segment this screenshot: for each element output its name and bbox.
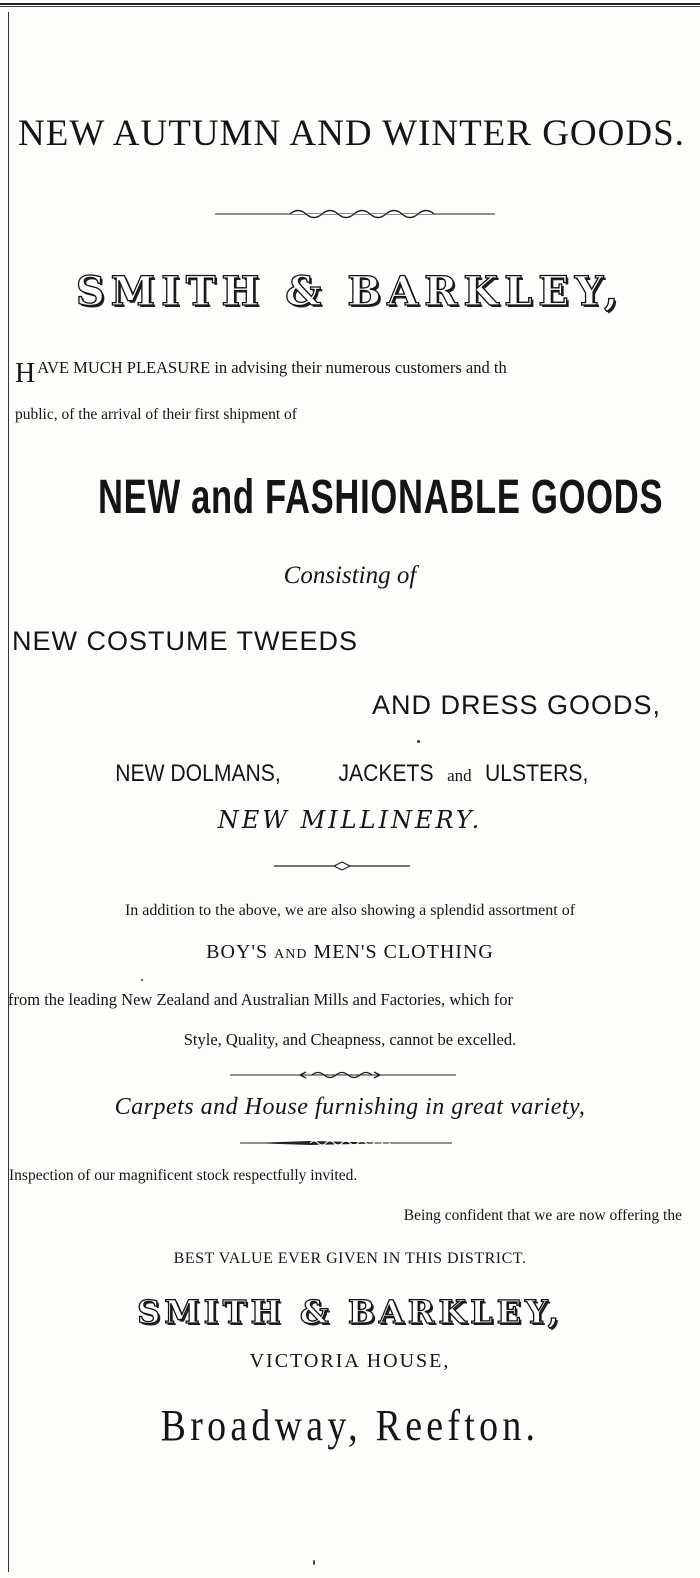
- inspection-line: Inspection of our magnificent stock respectfully invited.: [9, 1167, 358, 1184]
- left-column-rule: [8, 12, 9, 1572]
- leading-text: from the leading New Zealand and Australian Mills and Factories, which for: [8, 990, 513, 1009]
- diamond-divider: [274, 859, 410, 873]
- best-value-line: BEST VALUE EVER GIVEN IN THIS DISTRICT.: [173, 1250, 527, 1267]
- clothing-heading: [0, 941, 700, 964]
- ink-speck: [141, 979, 143, 981]
- consisting-of: Consisting of: [283, 562, 417, 589]
- dolmans-line: [0, 760, 700, 788]
- dolmans-text: NEW DOLMANS,: [115, 760, 282, 787]
- ink-speck: [417, 740, 420, 743]
- victoria-house: VICTORIA HOUSE,: [249, 1350, 451, 1372]
- signature-firm-name: SMITH & BARKLEY,: [137, 1293, 563, 1331]
- intro-line-1: [15, 360, 685, 388]
- clothing-and: AND: [274, 947, 308, 962]
- intro-line-2: public, of the arrival of their first shipment of: [15, 406, 297, 423]
- address-line: Broadway, Reefton.: [160, 1401, 540, 1450]
- ink-speck: [313, 1560, 315, 1565]
- carpets-line: Carpets and House furnishing in great variety,: [114, 1094, 586, 1120]
- ornamental-divider: [215, 205, 495, 223]
- dress-goods-line: AND DRESS GOODS,: [372, 690, 662, 720]
- style-text: Style, Quality, and Cheapness, cannot be excelled.: [183, 1030, 517, 1049]
- millinery-line: NEW MILLINERY.: [217, 806, 483, 834]
- ulsters-text: ULSTERS,: [485, 760, 589, 787]
- headline: NEW AUTUMN AND WINTER GOODS.: [18, 113, 685, 154]
- addition-text: In addition to the above, we are also showing a splendid assortment of: [124, 902, 576, 919]
- clothing-mens: MEN'S CLOTHING: [313, 941, 494, 963]
- jackets-text: JACKETS: [338, 760, 434, 787]
- clothing-boys: BOY'S: [206, 941, 269, 963]
- firm-name-heading: SMITH & BARKLEY,: [75, 268, 625, 315]
- drop-cap: H: [15, 358, 36, 389]
- costume-tweeds-line: NEW COSTUME TWEEDS: [12, 626, 359, 656]
- fashionable-goods-heading: NEW and FASHIONABLE GOODS: [97, 471, 664, 524]
- confident-line: Being confident that we are now offering the: [403, 1207, 682, 1224]
- intro-text-1: AVE MUCH PLEASURE in advising their numerous customers and th: [37, 358, 507, 377]
- scroll-divider: [230, 1068, 456, 1082]
- chain-divider: [240, 1136, 452, 1150]
- top-border-rule: [0, 3, 700, 7]
- and-text: and: [447, 766, 472, 785]
